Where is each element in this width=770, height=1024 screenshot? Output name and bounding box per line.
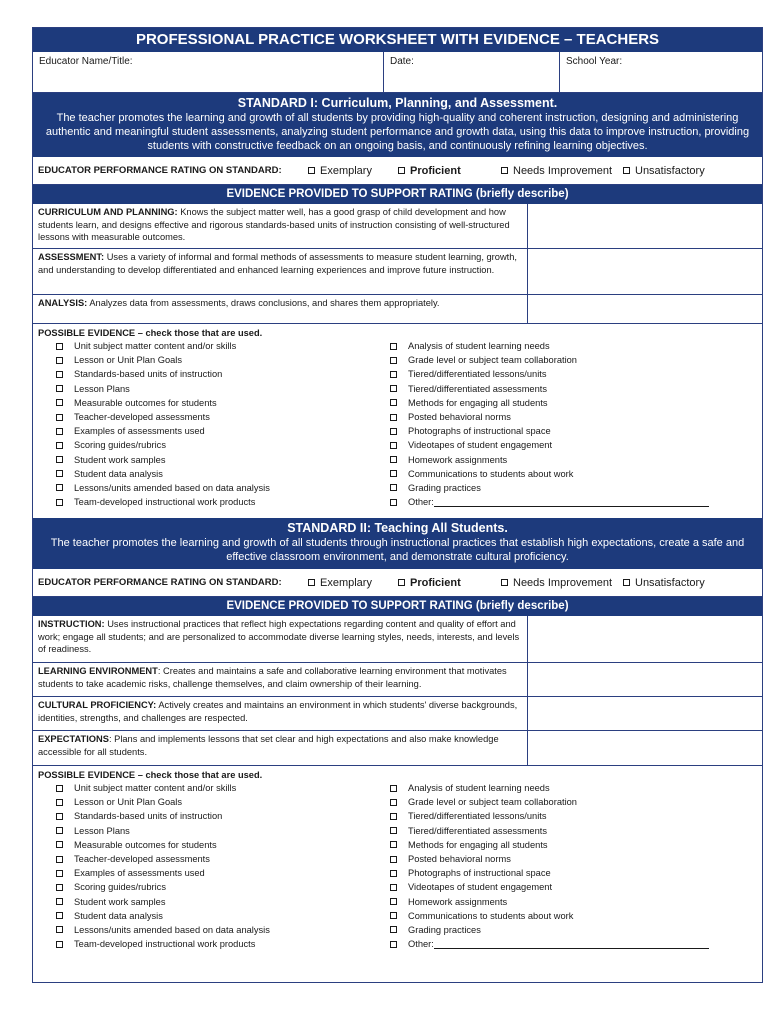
rating-needs-improvement-option[interactable]: Needs Improvement [501, 165, 623, 177]
rating-label: EDUCATOR PERFORMANCE RATING ON STANDARD: [38, 577, 282, 588]
checkbox-icon[interactable] [623, 167, 630, 174]
evidence-item[interactable]: Scoring guides/rubrics [56, 438, 390, 452]
checkbox-icon[interactable] [56, 912, 63, 919]
evidence-item[interactable]: Homework assignments [390, 895, 757, 909]
checkbox-icon[interactable] [390, 841, 397, 848]
checkbox-icon[interactable] [390, 456, 397, 463]
evidence-item[interactable]: Lesson Plans [56, 824, 390, 838]
date-field[interactable]: Date: [384, 52, 560, 92]
checkbox-icon[interactable] [398, 579, 405, 586]
evidence-item[interactable]: Tiered/differentiated assessments [390, 824, 757, 838]
checkbox-icon[interactable] [56, 357, 63, 364]
evidence-item[interactable]: Homework assignments [390, 453, 757, 467]
checkbox-icon[interactable] [390, 827, 397, 834]
checkbox-icon[interactable] [308, 167, 315, 174]
evidence-item[interactable]: Tiered/differentiated lessons/units [390, 809, 757, 823]
evidence-item[interactable]: Student data analysis [56, 909, 390, 923]
standard-2-header [33, 518, 762, 569]
evidence-description-field[interactable] [528, 731, 762, 765]
checkbox-icon[interactable] [390, 371, 397, 378]
possible-evidence-2 [33, 766, 762, 958]
checkbox-icon[interactable] [390, 470, 397, 477]
evidence-item[interactable]: Examples of assessments used [56, 424, 390, 438]
evidence-description-field[interactable] [528, 204, 762, 248]
possible-evidence-1 [33, 324, 762, 518]
checkbox-icon[interactable] [390, 799, 397, 806]
evidence-item[interactable]: Tiered/differentiated lessons/units [390, 367, 757, 381]
evidence-item[interactable]: Posted behavioral norms [390, 852, 757, 866]
evidence-item[interactable]: Grading practices [390, 481, 757, 495]
checkbox-icon[interactable] [390, 884, 397, 891]
evidence-item[interactable]: Unit subject matter content and/or skills [56, 339, 390, 353]
standard-1-rating [33, 157, 762, 185]
checkbox-icon[interactable] [390, 856, 397, 863]
other-input-line[interactable] [434, 939, 709, 949]
criterion-row-instruction [33, 616, 762, 663]
checkbox-icon[interactable] [308, 579, 315, 586]
evidence-description-field[interactable] [528, 616, 762, 662]
rating-label: EDUCATOR PERFORMANCE RATING ON STANDARD: [38, 165, 282, 176]
evidence-item[interactable]: Standards-based units of instruction [56, 809, 390, 823]
evidence-item[interactable]: Lesson or Unit Plan Goals [56, 795, 390, 809]
checkbox-icon[interactable] [56, 870, 63, 877]
info-row [33, 52, 762, 93]
evidence-item[interactable]: Student data analysis [56, 467, 390, 481]
evidence-description-field[interactable] [528, 697, 762, 730]
criterion-text: ASSESSMENT: Uses a variety of informal and formal methods of assessments to measure student learning, growth, and understanding to develop differentiated and enhanced learning experiences and improve future instruction. [33, 249, 528, 294]
checkbox-icon[interactable] [390, 414, 397, 421]
standard-1-title: STANDARD I: Curriculum, Planning, and Assessment. [237, 96, 558, 110]
evidence-item[interactable]: Unit subject matter content and/or skills [56, 781, 390, 795]
evidence-item[interactable]: Measurable outcomes for students [56, 396, 390, 410]
school-year-field[interactable]: School Year: [566, 56, 623, 67]
checkbox-icon[interactable] [390, 385, 397, 392]
criterion-text: ANALYSIS: Analyzes data from assessments, draws conclusions, and shares them appropriately. [33, 295, 528, 323]
evidence-item[interactable]: Teacher-developed assessments [56, 410, 390, 424]
checkbox-icon[interactable] [56, 884, 63, 891]
evidence-item-other[interactable]: Other: [390, 937, 757, 951]
evidence-item[interactable]: Team-developed instructional work products [56, 937, 390, 951]
checkbox-icon[interactable] [623, 579, 630, 586]
evidence-item[interactable]: Communications to students about work [390, 467, 757, 481]
criterion-row-curriculum [33, 204, 762, 249]
evidence-item-other[interactable]: Other: [390, 495, 757, 509]
evidence-item[interactable]: Team-developed instructional work products [56, 495, 390, 509]
criterion-text: CULTURAL PROFICIENCY: Actively creates and maintains an environment in which students' diverse backgrounds, identities, strengths, and challenges are respected. [33, 697, 528, 730]
educator-name-field[interactable]: Educator Name/Title: [33, 52, 384, 92]
checkbox-icon[interactable] [390, 357, 397, 364]
standard-2-description: The teacher promotes the learning and growth of all students through instructional practices that establish high expectations, create a safe and effective classroom environment, and demonstrate cultural proficiency. [50, 537, 745, 563]
checkbox-icon[interactable] [56, 799, 63, 806]
checkbox-icon[interactable] [398, 167, 405, 174]
evidence-item[interactable]: Standards-based units of instruction [56, 367, 390, 381]
rating-proficient-option[interactable]: Proficient [398, 577, 501, 589]
checkbox-icon[interactable] [501, 167, 508, 174]
checkbox-icon[interactable] [56, 414, 63, 421]
evidence-description-field[interactable] [528, 663, 762, 696]
checkbox-icon[interactable] [56, 499, 63, 506]
rating-unsatisfactory-option[interactable]: Unsatisfactory [623, 165, 733, 177]
checkbox-icon[interactable] [390, 912, 397, 919]
checkbox-icon[interactable] [390, 813, 397, 820]
possible-evidence-label: POSSIBLE EVIDENCE – check those that are used. [38, 770, 263, 780]
rating-exemplary-option[interactable]: Exemplary [308, 165, 398, 177]
evidence-item[interactable]: Videotapes of student engagement [390, 438, 757, 452]
evidence-item[interactable]: Analysis of student learning needs [390, 781, 757, 795]
criterion-row-cultural-proficiency [33, 697, 762, 731]
standard-1-description: The teacher promotes the learning and growth of all students by providing high-quality and coherent instruction, designing and administering authentic and meaningful student assessments, analyzing student performance and growth data, using this data to improve instruction, providing students with constructive feedback on an ongoing basis, and continuously refining learning objectives. [45, 112, 750, 152]
worksheet [32, 27, 763, 983]
checkbox-icon[interactable] [390, 898, 397, 905]
criterion-text: CURRICULUM AND PLANNING: Knows the subject matter well, has a good grasp of child development and how students learn, and designs effective and rigorous standards-based units of instruction consisting of well-structured lessons with measurable outcomes. [33, 204, 528, 248]
evidence-item[interactable]: Measurable outcomes for students [56, 838, 390, 852]
form-title: PROFESSIONAL PRACTICE WORKSHEET WITH EVIDENCE – TEACHERS [33, 28, 762, 52]
evidence-item[interactable]: Photographs of instructional space [390, 424, 757, 438]
evidence-header-1: EVIDENCE PROVIDED TO SUPPORT RATING (briefly describe) [33, 185, 762, 204]
checkbox-icon[interactable] [390, 343, 397, 350]
evidence-description-field[interactable] [528, 295, 762, 323]
evidence-item[interactable]: Posted behavioral norms [390, 410, 757, 424]
checkbox-icon[interactable] [56, 428, 63, 435]
evidence-list-right [390, 781, 757, 951]
evidence-item[interactable]: Student work samples [56, 895, 390, 909]
criterion-row-learning-environment [33, 663, 762, 697]
standard-2-title: STANDARD II: Teaching All Students. [287, 521, 508, 535]
evidence-item[interactable]: Lesson or Unit Plan Goals [56, 353, 390, 367]
possible-evidence-label: POSSIBLE EVIDENCE – check those that are used. [38, 328, 263, 338]
checkbox-icon[interactable] [56, 813, 63, 820]
rating-proficient-option[interactable]: Proficient [398, 165, 501, 177]
checkbox-icon[interactable] [56, 470, 63, 477]
checkbox-icon[interactable] [56, 385, 63, 392]
criterion-text: EXPECTATIONS: Plans and implements lessons that set clear and high expectations and also make knowledge accessible for all students. [33, 731, 528, 765]
evidence-item[interactable]: Lessons/units amended based on data analysis [56, 923, 390, 937]
checkbox-icon[interactable] [390, 870, 397, 877]
evidence-item[interactable]: Student work samples [56, 453, 390, 467]
checkbox-icon[interactable] [56, 841, 63, 848]
checkbox-icon[interactable] [390, 484, 397, 491]
checkbox-icon[interactable] [56, 856, 63, 863]
checkbox-icon[interactable] [390, 442, 397, 449]
checkbox-icon[interactable] [56, 343, 63, 350]
checkbox-icon[interactable] [390, 499, 397, 506]
checkbox-icon[interactable] [56, 926, 63, 933]
evidence-item[interactable]: Grade level or subject team collaboration [390, 795, 757, 809]
evidence-item[interactable]: Teacher-developed assessments [56, 852, 390, 866]
checkbox-icon[interactable] [390, 941, 397, 948]
evidence-list-right [390, 339, 757, 509]
checkbox-icon[interactable] [390, 785, 397, 792]
evidence-item[interactable]: Grade level or subject team collaboration [390, 353, 757, 367]
checkbox-icon[interactable] [56, 898, 63, 905]
evidence-item[interactable]: Communications to students about work [390, 909, 757, 923]
evidence-list-left [38, 781, 390, 951]
criterion-text: LEARNING ENVIRONMENT: Creates and maintains a safe and collaborative learning environment that motivates students to take academic risks, challenge themselves, and claim ownership of their learning. [33, 663, 528, 696]
checkbox-icon[interactable] [56, 399, 63, 406]
evidence-header-2: EVIDENCE PROVIDED TO SUPPORT RATING (briefly describe) [33, 597, 762, 616]
evidence-list-left [38, 339, 390, 509]
checkbox-icon[interactable] [390, 926, 397, 933]
other-input-line[interactable] [434, 497, 709, 507]
criterion-row-expectations [33, 731, 762, 766]
criterion-row-analysis [33, 295, 762, 324]
evidence-item[interactable]: Methods for engaging all students [390, 838, 757, 852]
evidence-item[interactable]: Methods for engaging all students [390, 396, 757, 410]
checkbox-icon[interactable] [390, 428, 397, 435]
evidence-item[interactable]: Photographs of instructional space [390, 866, 757, 880]
evidence-description-field[interactable] [528, 249, 762, 294]
checkbox-icon[interactable] [56, 456, 63, 463]
checkbox-icon[interactable] [56, 484, 63, 491]
evidence-item[interactable]: Videotapes of student engagement [390, 880, 757, 894]
evidence-item[interactable]: Grading practices [390, 923, 757, 937]
evidence-item[interactable]: Lesson Plans [56, 382, 390, 396]
evidence-item[interactable]: Scoring guides/rubrics [56, 880, 390, 894]
checkbox-icon[interactable] [501, 579, 508, 586]
standard-1-header [33, 93, 762, 157]
checkbox-icon[interactable] [56, 785, 63, 792]
evidence-item[interactable]: Tiered/differentiated assessments [390, 382, 757, 396]
evidence-item[interactable]: Lessons/units amended based on data analysis [56, 481, 390, 495]
criterion-row-assessment [33, 249, 762, 295]
standard-2-rating [33, 569, 762, 597]
evidence-item[interactable]: Analysis of student learning needs [390, 339, 757, 353]
rating-unsatisfactory-option[interactable]: Unsatisfactory [623, 577, 733, 589]
checkbox-icon[interactable] [56, 941, 63, 948]
criterion-text: INSTRUCTION: Uses instructional practices that reflect high expectations regarding content and quality of effort and work; engage all students; and are personalized to accommodate diverse learning styles, needs, interests, and levels of readiness. [33, 616, 528, 662]
rating-exemplary-option[interactable]: Exemplary [308, 577, 398, 589]
checkbox-icon[interactable] [390, 399, 397, 406]
rating-needs-improvement-option[interactable]: Needs Improvement [501, 577, 623, 589]
checkbox-icon[interactable] [56, 442, 63, 449]
checkbox-icon[interactable] [56, 371, 63, 378]
checkbox-icon[interactable] [56, 827, 63, 834]
evidence-item[interactable]: Examples of assessments used [56, 866, 390, 880]
